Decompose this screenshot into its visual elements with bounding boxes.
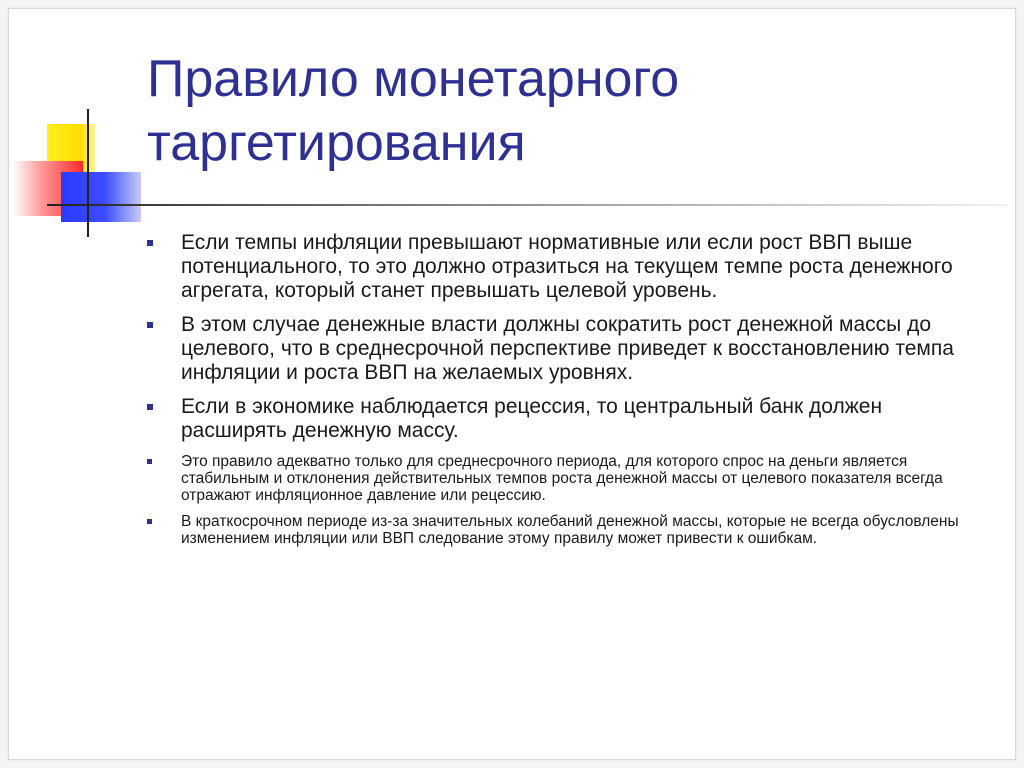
decorative-squares bbox=[9, 9, 169, 249]
list-item bbox=[145, 395, 975, 443]
square-bullet-icon bbox=[147, 459, 152, 464]
square-bullet-icon bbox=[147, 404, 153, 410]
slide-title bbox=[147, 47, 967, 175]
list-item-text: Это правило адекватно только для среднесрочного периода, для которого спрос на деньги является стабильным и отклонения действительных темпов роста денежной массы от целевого показателя всегда отражают инфляционное давление или рецессию. bbox=[181, 453, 943, 504]
title-line-2: таргетирования bbox=[147, 114, 526, 172]
blue-square-decoration bbox=[61, 172, 141, 222]
list-item bbox=[145, 231, 975, 303]
list-item-text: В этом случае денежные власти должны сократить рост денежной массы до целевого, что в среднесрочной перспективе приведет к восстановлению темпа инфляции и роста ВВП на желаемых уровнях. bbox=[181, 313, 954, 384]
list-item bbox=[145, 313, 975, 385]
title-line-1: Правило монетарного bbox=[147, 50, 680, 108]
list-item bbox=[145, 513, 975, 547]
square-bullet-icon bbox=[147, 322, 153, 328]
square-bullet-icon bbox=[147, 519, 152, 524]
vertical-divider-line bbox=[87, 109, 89, 237]
title-underline bbox=[47, 204, 1007, 206]
list-item-text: Если в экономике наблюдается рецессия, то центральный банк должен расширять денежную массу. bbox=[181, 395, 883, 442]
square-bullet-icon bbox=[147, 240, 153, 246]
list-item bbox=[145, 453, 975, 504]
list-item-text: Если темпы инфляции превышают нормативные или если рост ВВП выше потенциального, то это должно отразиться на текущем темпе роста денежного агрегата, который станет превышать целевой уровень. bbox=[181, 231, 953, 302]
bullet-list bbox=[145, 231, 975, 556]
slide bbox=[8, 8, 1016, 760]
list-item-text: В краткосрочном периоде из-за значительных колебаний денежной массы, которые не всегда обусловлены изменением инфляции или ВВП следование этому правилу может привести к ошибкам. bbox=[181, 513, 959, 547]
